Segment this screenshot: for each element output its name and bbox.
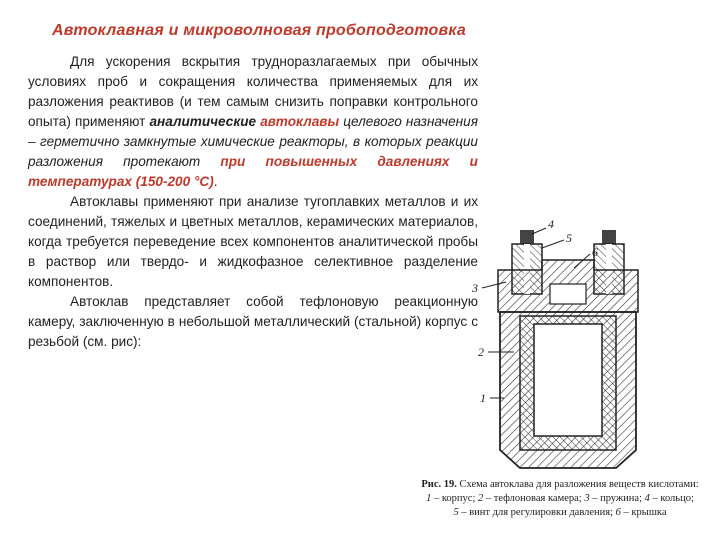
term-autoclaves: автоклавы — [260, 114, 340, 129]
label-5: 5 — [566, 231, 572, 245]
paragraph-3: Автоклав представляет собой тефлоновую реакционную камеру, заключенную в небольшой металлический (стальной) корпус с резьбой (см. рис): — [28, 294, 478, 349]
caption-n5: 5 — [453, 507, 459, 518]
figure-caption — [410, 478, 710, 520]
caption-n3: 3 — [584, 493, 590, 504]
autoclave-diagram — [470, 220, 660, 475]
caption-n2: 2 — [478, 493, 484, 504]
para1-text-e: целевого назначения – герметично замкнутые химические реакторы, в которых реакции разложения протекают — [28, 114, 478, 169]
body-text — [28, 52, 478, 352]
label-2: 2 — [478, 345, 484, 359]
caption-t1: – корпус; — [431, 493, 478, 504]
caption-t6: – крышка — [620, 507, 667, 518]
caption-t5: – винт для регулировки давления; — [458, 507, 616, 518]
caption-n1: 1 — [426, 493, 432, 504]
screw-head-left — [520, 230, 534, 244]
caption-n4: 4 — [644, 493, 650, 504]
label-1: 1 — [480, 391, 486, 405]
caption-title: Схема автоклава для разложения веществ кислотами: — [456, 479, 699, 490]
page-title: Автоклавная и микроволновая пробоподготовка — [52, 22, 466, 39]
label-6: 6 — [592, 245, 598, 259]
para1-text-a: Для ускорения вскрытия трудноразлагаемых при обычных условиях проб и сокращения количества применяемых для их разложения реактивов (и тем самым снизить поправки контрольного опыта) применяют — [28, 54, 478, 129]
term-analytical: аналитические — [149, 114, 257, 129]
term-conditions: при повышенных давлениях и температурах (150-200 °C) — [28, 154, 478, 189]
paragraph-1 — [28, 52, 478, 192]
chamber-cavity — [534, 324, 602, 436]
paragraph-2: Автоклавы применяют при анализе тугоплавких металлов и их соединений, тяжелых и цветных металлов, керамических материалов, когда требуется переведение всех компонентов аналитической пробы в раствор или твердо- и жидкофазное селективное разделение компонентов. — [28, 194, 478, 289]
caption-figure-number: Рис. 19. — [421, 479, 457, 490]
label-4: 4 — [548, 220, 554, 231]
screw-head-right — [602, 230, 616, 244]
caption-t4: – кольцо; — [649, 493, 694, 504]
caption-t2: – тефлоновая камера; — [483, 493, 585, 504]
para1-period: . — [213, 174, 218, 189]
caption-t3: – пружина; — [589, 493, 645, 504]
label-3: 3 — [472, 281, 478, 295]
caption-n6: 6 — [615, 507, 621, 518]
